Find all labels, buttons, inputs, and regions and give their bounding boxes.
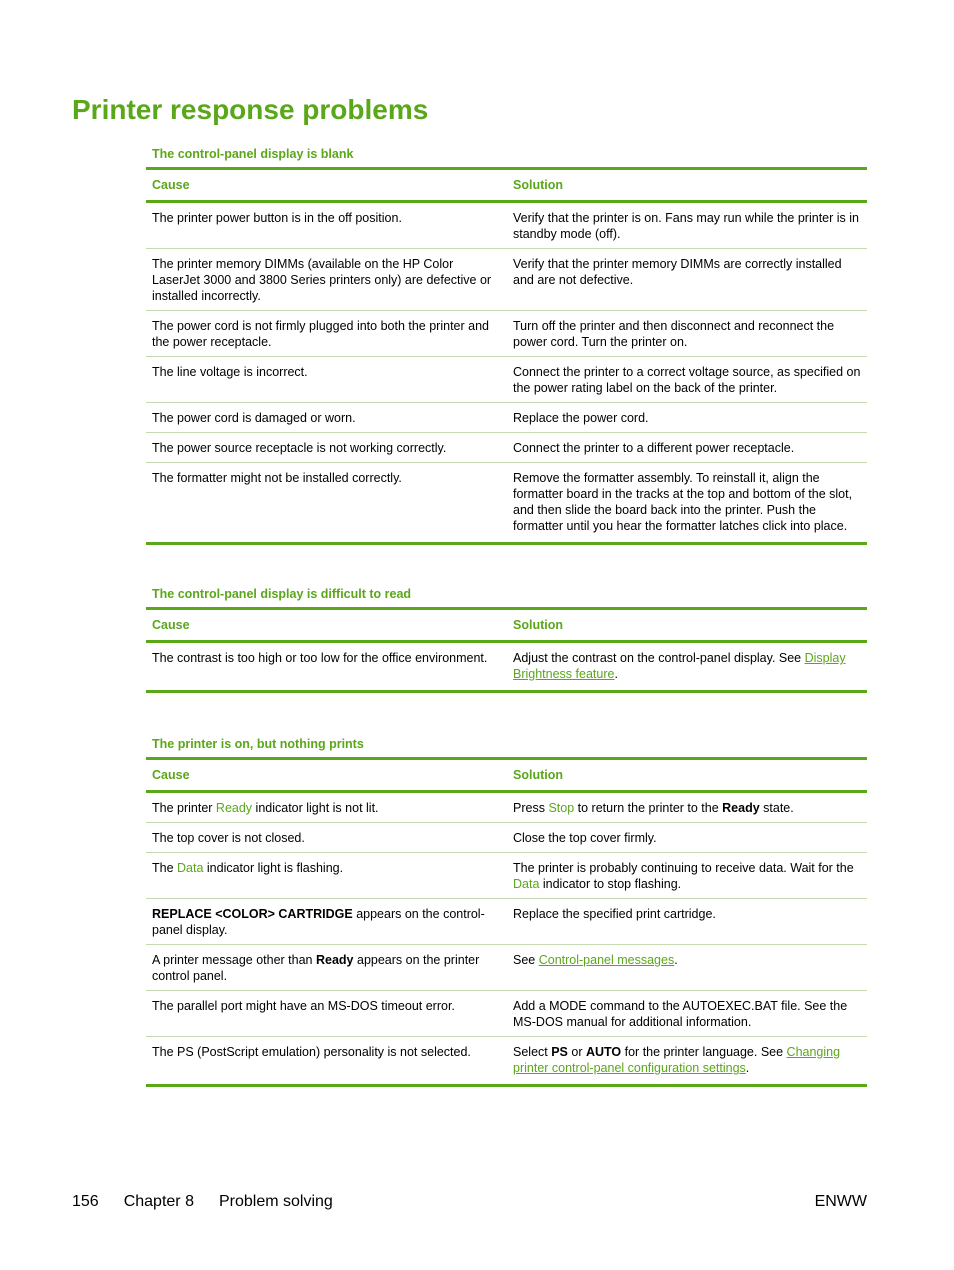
footer-left: [72, 1192, 867, 1212]
solution-cell: [507, 792, 867, 823]
solution-header: Solution: [513, 768, 563, 782]
solution-header: Solution: [513, 618, 563, 632]
solution-text: indicator to stop flashing.: [539, 877, 682, 891]
solution-cell: Remove the formatter assembly. To reinstall it, align the formatter board in the tracks at the top and bottom of the slot, and then slide the board back into the printer. Push the formatter until you hear the formatter latches click into place.: [507, 463, 867, 544]
section-title: The control-panel display is difficult to read: [152, 587, 412, 601]
footer-code: ENWW: [814, 1193, 867, 1210]
display-brightness-link[interactable]: Display Brightness feature: [513, 651, 846, 681]
table-row: [146, 463, 867, 544]
replace-cartridge-message: REPLACE <COLOR> CARTRIDGE: [152, 907, 353, 921]
cause-cell: [146, 945, 507, 991]
cause-cell: The parallel port might have an MS-DOS timeout error.: [146, 991, 507, 1037]
table-row: [146, 249, 867, 311]
cause-text: appears on the printer control panel.: [152, 953, 480, 983]
solution-text: Press: [513, 801, 549, 815]
cause-header: Cause: [152, 178, 190, 192]
table-row: [146, 433, 867, 463]
ready-state-label: Ready: [722, 801, 760, 815]
page-title: Printer response problems: [72, 94, 429, 125]
cause-cell: The line voltage is incorrect.: [146, 357, 507, 403]
chapter-title: Problem solving: [218, 1193, 333, 1210]
table-row: [146, 311, 867, 357]
solution-text: .: [614, 667, 618, 681]
cause-header: Cause: [152, 768, 190, 782]
cause-cell: The top cover is not closed.: [146, 823, 507, 853]
solution-text: or: [567, 1045, 586, 1059]
cause-cell: The power cord is not firmly plugged into both the printer and the power receptacle.: [146, 311, 507, 357]
cause-cell: [146, 792, 507, 823]
problem-table: [146, 607, 867, 693]
ready-message-label: Ready: [315, 953, 354, 967]
problem-table: [146, 167, 867, 545]
table-header-row: [146, 169, 867, 202]
ready-indicator-label: Ready: [215, 801, 253, 815]
table-row: [146, 945, 867, 991]
auto-option-label: AUTO: [585, 1045, 622, 1059]
section-title: The control-panel display is blank: [152, 147, 354, 161]
cause-cell: The power source receptacle is not working correctly.: [146, 433, 507, 463]
page-number: 156: [72, 1193, 99, 1210]
solution-cell: [507, 945, 867, 991]
table-row: [146, 403, 867, 433]
solution-cell: Turn off the printer and then disconnect and reconnect the power cord. Turn the printer on.: [507, 311, 867, 357]
table-row: [146, 991, 867, 1037]
cause-cell: The PS (PostScript emulation) personality is not selected.: [146, 1037, 507, 1086]
control-panel-messages-link[interactable]: Control-panel messages: [538, 953, 675, 967]
configuration-settings-link[interactable]: Changing printer control-panel configuration settings: [513, 1045, 841, 1075]
cause-text: indicator light is not lit.: [252, 801, 379, 815]
cause-header: Cause: [152, 618, 190, 632]
table-header-row: [146, 759, 867, 792]
cause-text: appears on the control-panel display.: [152, 907, 485, 937]
table-row: [146, 792, 867, 823]
cause-cell: [146, 853, 507, 899]
solution-cell: Add a MODE command to the AUTOEXEC.BAT file. See the MS-DOS manual for additional information.: [507, 991, 867, 1037]
solution-text: Select: [513, 1045, 552, 1059]
problem-table: [146, 757, 867, 1087]
stop-button-label: Stop: [548, 801, 575, 815]
solution-cell: [507, 1037, 867, 1086]
page-footer: [72, 1192, 867, 1212]
solution-text: See: [513, 953, 539, 967]
table-row: [146, 202, 867, 249]
cause-cell: The contrast is too high or too low for the office environment.: [146, 642, 507, 692]
ps-option-label: PS: [551, 1045, 568, 1059]
table-row: [146, 357, 867, 403]
solution-text: Adjust the contrast on the control-panel display. See: [513, 651, 805, 665]
solution-cell: Connect the printer to a correct voltage source, as specified on the power rating label on the back of the printer.: [507, 357, 867, 403]
table-header-row: [146, 609, 867, 642]
solution-cell: Connect the printer to a different power receptacle.: [507, 433, 867, 463]
solution-cell: Replace the specified print cartridge.: [507, 899, 867, 945]
table-row: [146, 853, 867, 899]
solution-cell: Close the top cover firmly.: [507, 823, 867, 853]
cause-text: The printer: [152, 801, 216, 815]
cause-cell: The power cord is damaged or worn.: [146, 403, 507, 433]
section-title: The printer is on, but nothing prints: [152, 737, 364, 751]
solution-text: state.: [759, 801, 794, 815]
solution-header: Solution: [513, 178, 563, 192]
section-display-blank: [146, 138, 867, 545]
table-row: [146, 1037, 867, 1086]
solution-cell: Replace the power cord.: [507, 403, 867, 433]
cause-text: indicator light is flashing.: [203, 861, 344, 875]
solution-text: .: [674, 953, 678, 967]
cause-cell: [146, 899, 507, 945]
cause-cell: The printer power button is in the off position.: [146, 202, 507, 249]
table-row: [146, 642, 867, 692]
cause-cell: The formatter might not be installed correctly.: [146, 463, 507, 544]
section-display-difficult: [146, 578, 867, 693]
solution-cell: Verify that the printer memory DIMMs are correctly installed and are not defective.: [507, 249, 867, 311]
cause-cell: The printer memory DIMMs (available on the HP Color LaserJet 3000 and 3800 Series printers only) are defective or installed incorrectly.: [146, 249, 507, 311]
section-nothing-prints: [146, 728, 867, 1087]
solution-text: for the printer language. See: [621, 1045, 787, 1059]
solution-cell: [507, 642, 867, 692]
solution-text: .: [745, 1061, 750, 1075]
solution-text: to return the printer to the: [574, 801, 723, 815]
table-row: [146, 823, 867, 853]
solution-cell: Verify that the printer is on. Fans may run while the printer is in standby mode (off).: [507, 202, 867, 249]
data-indicator-label: Data: [177, 861, 204, 875]
data-indicator-label: Data: [513, 877, 540, 891]
cause-text: A printer message other than: [152, 953, 316, 967]
chapter-label: Chapter 8: [123, 1193, 194, 1210]
cause-text: The: [152, 861, 178, 875]
solution-cell: [507, 853, 867, 899]
table-row: [146, 899, 867, 945]
solution-text: The printer is probably continuing to receive data. Wait for the: [513, 861, 854, 875]
